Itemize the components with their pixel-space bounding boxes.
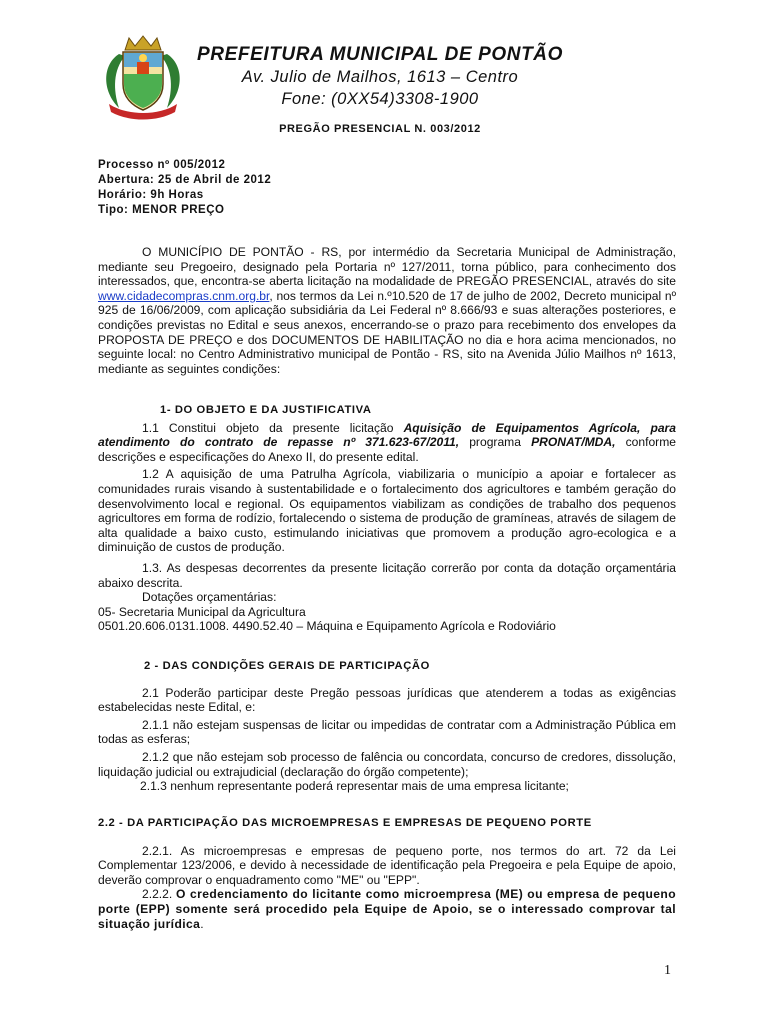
p222-end: . — [200, 916, 204, 931]
p11-text-a: 1.1 Constitui objeto da presente licitação — [142, 420, 404, 435]
header-address: Av. Julio de Mailhos, 1613 – Centro — [241, 68, 519, 86]
abertura-line: Abertura: 25 de Abril de 2012 — [98, 174, 272, 186]
p11-object: Aquisição de Equipamentos Agrícola, para atendimento do contrato de repasse nº 371.623-67/2011, — [98, 420, 676, 450]
dotacoes-code: 0501.20.606.0131.1008. 4490.52.40 – Máquina e Equipamento Agrícola e Rodoviário — [98, 619, 556, 634]
paragraph-2-1: 2.1 Poderão participar deste Pregão pessoas jurídicas que atenderem a todas as exigências estabelecidas neste Edital, e: — [98, 685, 676, 715]
section-1-heading: 1- DO OBJETO E DA JUSTIFICATIVA — [160, 404, 372, 416]
cidadecompras-link[interactable]: www.cidadecompras.cnm.org.br — [98, 288, 270, 303]
process-meta — [98, 158, 271, 218]
section-2-2 — [98, 816, 676, 931]
dotacoes-secretaria: 05- Secretaria Municipal da Agricultura — [98, 604, 306, 619]
p222-bold-text: O credenciamento do licitante como microempresa (ME) ou empresa de pequeno porte (EPP) somente será procedido pela Equipe de Apoio, se o interessado comprovar tal situação jurídica — [98, 887, 677, 931]
p11-program: PRONAT/MDA, — [531, 435, 616, 450]
document-title: PREFEITURA MUNICIPAL DE PONTÃO — [197, 44, 563, 65]
processo-line: Processo nº 005/2012 — [98, 159, 226, 171]
paragraph-2-2-2 — [98, 887, 676, 931]
p11-text-c: programa — [459, 435, 532, 450]
paragraph-2-2-1: 2.2.1. As microempresas e empresas de pequeno porte, nos termos do art. 72 da Lei Complementar 123/2006, e devido à necessidade de identificação pela Pregoeira e pela Equipe de apoio, deverão comprovar o enquadramento como "ME" ou "EPP". — [98, 843, 676, 887]
section-2-heading: 2 - DAS CONDIÇÕES GERAIS DE PARTICIPAÇÃO — [144, 660, 430, 672]
paragraph-2-1-3: 2.1.3 nenhum representante poderá representar mais de uma empresa licitante; — [140, 779, 569, 794]
header-phone: Fone: (0XX54)3308-1900 — [281, 90, 479, 108]
intro-paragraph — [98, 245, 676, 376]
tipo-line: Tipo: MENOR PREÇO — [98, 204, 225, 216]
horario-line: Horário: 9h Horas — [98, 189, 204, 201]
paragraph-2-1-2: 2.1.2 que não estejam sob processo de falência ou concordata, concurso de credores, dissolução, liquidação judicial ou extrajudicial (declaração do órgão competente); — [98, 749, 676, 779]
paragraph-1-2: 1.2 A aquisição de uma Patrulha Agrícola, viabilizaria o município a apoiar e fortalecer as comunidades rurais visando à sustentabilidade e o fortalecimento dos agricultores e também geração do desenvolvimento local e regional. Os equipamentos viabilizam as condições de trabalho dos pequenos agricultores em forma de rodízio, fortalecendo o sistema de produção de gramíneas, através de silagem de alta qualidade a baixo custo, estimulando iniciativas que promovem a produção agro-ecologica e a diminuição de custos de produção. — [98, 467, 676, 555]
p222-number: 2.2.2. — [142, 887, 177, 902]
intro-text-1: O MUNICÍPIO DE PONTÃO - RS, por intermédio da Secretaria Municipal de Administração, mediante seu Pregoeiro, designado pela Portaria nº 127/2011, torna público, para conhecimento dos interessados, que, encontra-se aberta licitação na modalidade de PREGÃO PRESENCIAL, através do site — [98, 245, 676, 289]
dotacoes-label: Dotações orçamentárias: — [142, 590, 277, 605]
paragraph-1-3: 1.3. As despesas decorrentes da presente licitação correrão por conta da dotação orçamentária abaixo descrita. — [98, 560, 676, 590]
municipal-coat-of-arms-icon — [97, 34, 189, 120]
section-2-2-heading: 2.2 - DA PARTICIPAÇÃO DAS MICROEMPRESAS E EMPRESAS DE PEQUENO PORTE — [98, 817, 592, 829]
intro-section — [98, 245, 676, 376]
pregao-number: PREGÃO PRESENCIAL N. 003/2012 — [279, 123, 481, 135]
p11-text-e: conforme descrições e especificações do Anexo II, do presente edital. — [98, 435, 676, 464]
page-number: 1 — [664, 963, 671, 978]
paragraph-1-1 — [98, 421, 676, 465]
section-1 — [98, 403, 676, 634]
intro-text-2: , nos termos da Lei n.º10.520 de 17 de julho de 2002, Decreto municipal nº 925 de 16/06/2009, com aplicação subsidiária da Lei Federal nº 8.666/93 e suas alterações posteriores, e condições previstas no Edital e seus anexos, encerrando-se o prazo para recebimento dos envelopes da PROPOSTA DE PREÇO e dos DOCUMENTOS DE HABILITAÇÃO no dia e hora acima mencionados, no seguinte local: no Centro Administrativo municipal de Pontão - RS, sito na Avenida Júlio Mailhos nº 1613, mediante as seguintes condições: — [98, 288, 676, 376]
section-2 — [98, 659, 676, 794]
paragraph-2-1-1: 2.1.1 não estejam suspensas de licitar ou impedidas de contratar com a Administração Pública em todas as esferas; — [98, 717, 676, 747]
